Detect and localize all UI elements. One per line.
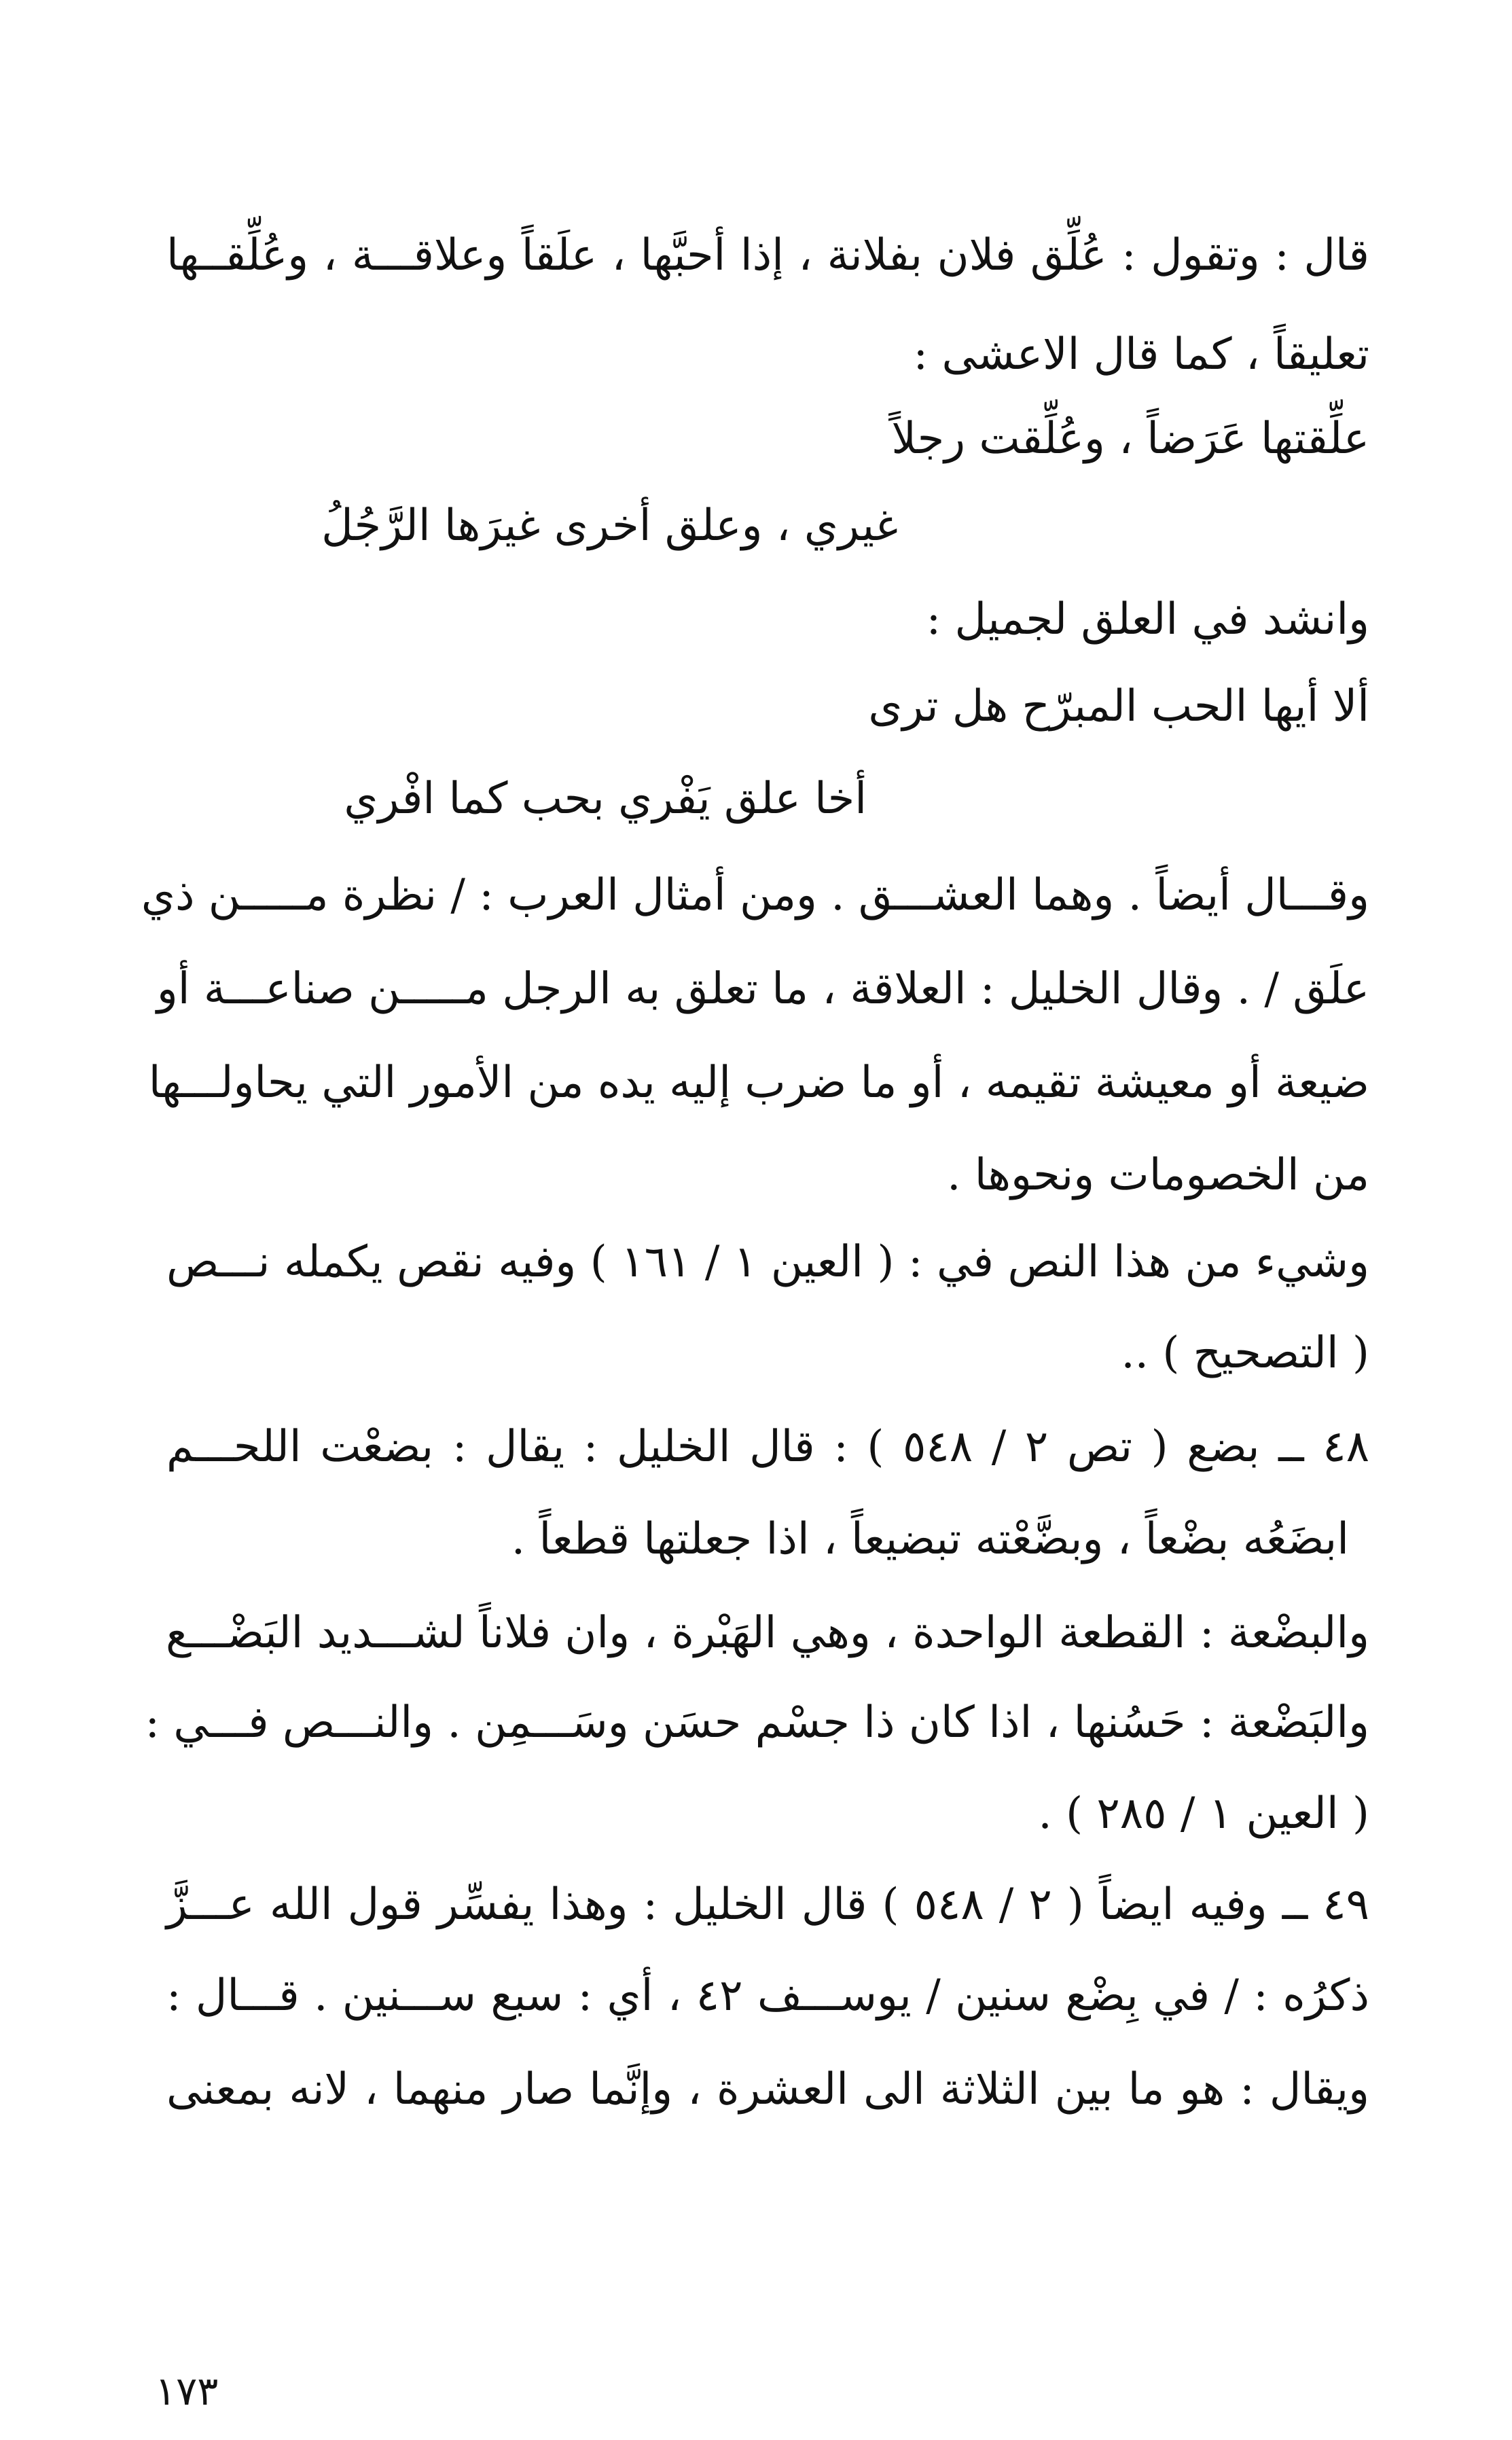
verse-line-4: أخا علق يَفْري بحب كما افْري <box>344 774 867 824</box>
page-number: ١٧٣ <box>155 2368 219 2414</box>
text-line-6: ضيعة أو معيشة تقيمه ، أو ما ضرب إليه يده من الأمور التي يحاولـــها <box>148 1058 1369 1108</box>
text-line-13: والبَضْعة : حَسُنها ، اذا كان ذا جسْم حسَن وسَـــمِن . والنـــص فـــي : <box>145 1698 1369 1748</box>
text-line-10: ٤٨ ــ بضع ( تص ٢ / ٥٤٨ ) : قال الخليل : يقال : بضعْت اللحـــم <box>166 1422 1370 1472</box>
verse-line-2: غيري ، وعلق أخرى غيرَها الرَّجُلُ <box>321 501 898 551</box>
text-line-8: وشيء من هذا النص في : ( العين ١ / ١٦١ ) وفيه نقص يكمله نـــص <box>166 1237 1370 1287</box>
text-line-11: ابضَعُه بضْعاً ، وبضَّعْته تبضيعاً ، اذا جعلتها قطعاً . <box>511 1514 1349 1564</box>
text-line-7: من الخصومات ونحوها . <box>947 1150 1369 1200</box>
text-line-2: تعليقاً ، كما قال الاعشى : <box>913 329 1369 380</box>
text-line-12: والبضْعة : القطعة الواحدة ، وهي الهَبْرة ، وان فلاناً لشـــديد البَضْـــع <box>166 1608 1369 1658</box>
text-line-9: ( التصحيح ) .. <box>1121 1328 1369 1378</box>
text-line-1: قال : وتقول : عُلِّق فلان بفلانة ، إذا أحبَّها ، علَقاً وعلاقـــة ، وعُلِّقــها <box>166 230 1369 281</box>
text-line-14: ( العين ١ / ٢٨٥ ) . <box>1038 1789 1369 1839</box>
verse-line-3: ألا أيها الحب المبرّح هل ترى <box>868 681 1369 732</box>
verse-line-1: علِّقتها عَرَضاً ، وعُلِّقت رجلاً <box>891 414 1369 464</box>
text-line-16: ذكرُه : / في بِضْع سنين / يوســـف ٤٢ ، أي : سبع ســـنين . قـــال : <box>166 1971 1369 2021</box>
text-line-15: ٤٩ ــ وفيه ايضاً ( ٢ / ٥٤٨ ) قال الخليل : وهذا يفسِّر قول الله عـــزَّ <box>166 1880 1369 1930</box>
text-line-17: ويقال : هو ما بين الثلاثة الى العشرة ، وإنَّما صار منهما ، لانه بمعنى <box>166 2064 1369 2115</box>
text-line-3: وانشد في العلق لجميل : <box>926 594 1369 645</box>
text-line-4: وقـــال أيضاً . وهما العشـــق . ومن أمثال العرب : / نظرة مـــــن ذي <box>141 870 1369 920</box>
text-line-5: علَق / . وقال الخليل : العلاقة ، ما تعلق به الرجل مـــــن صناعـــة أو <box>156 964 1369 1014</box>
